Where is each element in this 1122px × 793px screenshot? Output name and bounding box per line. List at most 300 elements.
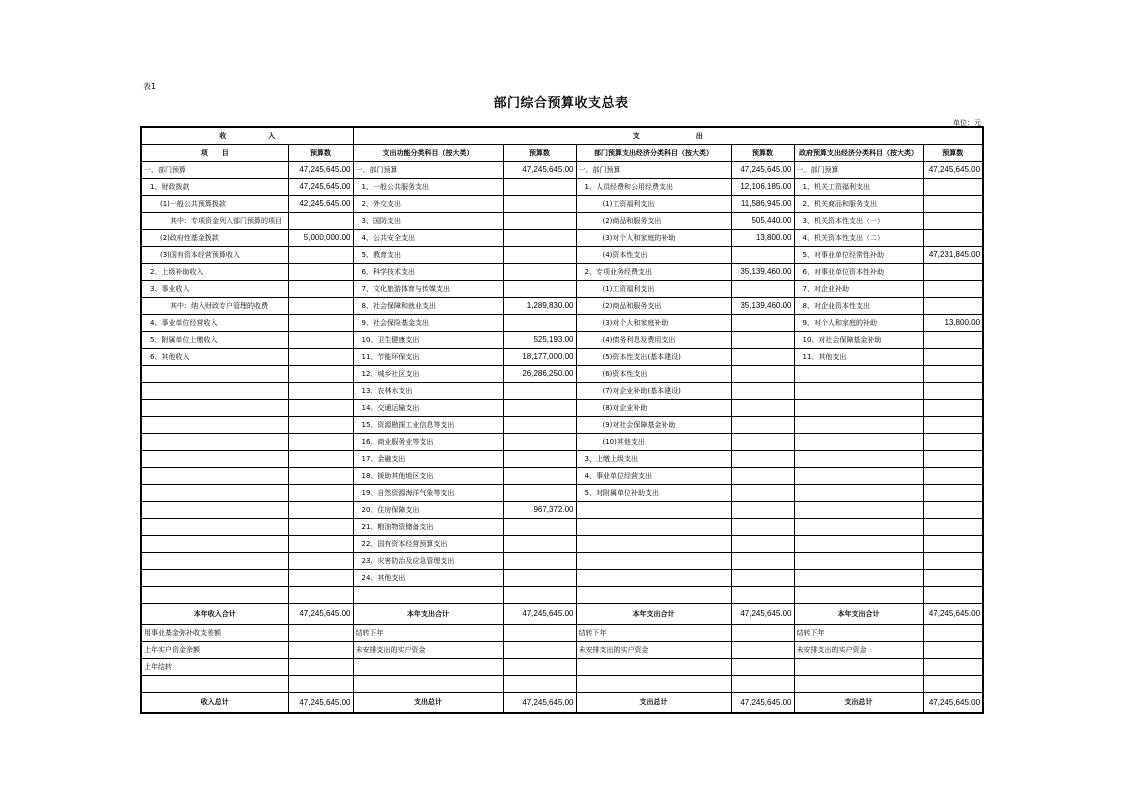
budget-amount-cell [923, 535, 983, 552]
budget-amount-cell [503, 675, 576, 692]
budget-amount-cell [288, 484, 353, 501]
budget-amount-cell [731, 246, 794, 263]
unit-label: 单位：元 [953, 119, 981, 127]
budget-amount-cell [731, 641, 794, 658]
item-label-cell: 11、节能环保支出 [353, 348, 503, 365]
item-label-cell: 23、灾害防治及应急管理支出 [353, 552, 503, 569]
table-row [141, 552, 983, 569]
item-label-cell [794, 450, 923, 467]
budget-amount-cell [288, 518, 353, 535]
budget-amount-cell: 47,245,645.00 [503, 603, 576, 624]
budget-amount-cell [503, 246, 576, 263]
item-label-cell: 结转下年 [353, 624, 503, 641]
item-label-cell: 3、上缴上级支出 [576, 450, 731, 467]
budget-amount-cell: 47,245,645.00 [731, 161, 794, 178]
item-label-cell: 21、粮油物资储备支出 [353, 518, 503, 535]
budget-amount-cell [731, 382, 794, 399]
item-label-cell [141, 399, 288, 416]
budget-amount-cell [288, 535, 353, 552]
item-label-cell: 结转下年 [576, 624, 731, 641]
budget-amount-cell [923, 467, 983, 484]
item-label-cell: (4)资本性支出 [576, 246, 731, 263]
item-label-cell [141, 501, 288, 518]
item-label-cell [141, 535, 288, 552]
budget-amount-cell [731, 675, 794, 692]
item-label-cell: 3、国防支出 [353, 212, 503, 229]
budget-amount-cell: 47,245,645.00 [503, 161, 576, 178]
item-label-cell: (1)工资福利支出 [576, 195, 731, 212]
table-row [141, 433, 983, 450]
item-label-cell: 3、机关资本性支出（一） [794, 212, 923, 229]
item-label-cell: 未安排支出的实户资金 [794, 641, 923, 658]
item-label-cell [794, 399, 923, 416]
item-label-cell [576, 518, 731, 535]
item-label-cell: 其中：专项资金列入部门预算的项目 [141, 212, 288, 229]
budget-amount-cell: 47,245,645.00 [288, 178, 353, 195]
budget-amount-cell [923, 586, 983, 603]
budget-amount-cell [288, 501, 353, 518]
budget-amount-cell [731, 501, 794, 518]
budget-amount-cell: 47,245,645.00 [923, 603, 983, 624]
budget-amount-cell [288, 365, 353, 382]
table-row [141, 365, 983, 382]
item-label-cell: 4、公共安全支出 [353, 229, 503, 246]
budget-amount-cell [288, 314, 353, 331]
item-label-cell: (3)国有资本经营预算收入 [141, 246, 288, 263]
item-label-cell: 一、部门预算 [794, 161, 923, 178]
budget-amount-cell [503, 518, 576, 535]
item-label-cell: (1)一般公共预算拨款 [141, 195, 288, 212]
item-label-cell: 13、农林水支出 [353, 382, 503, 399]
group-header-row [141, 127, 983, 144]
item-label-cell [576, 569, 731, 586]
budget-amount-cell [731, 624, 794, 641]
item-label-cell [794, 569, 923, 586]
item-label-cell [141, 675, 288, 692]
table-row [141, 624, 983, 641]
budget-amount-cell: 47,231,845.00 [923, 246, 983, 263]
budget-amount-cell [923, 484, 983, 501]
col-header-budget: 预算数 [731, 144, 794, 161]
budget-amount-cell [503, 195, 576, 212]
budget-amount-cell: 47,245,645.00 [288, 603, 353, 624]
item-label-cell: 4、机关资本性支出（二） [794, 229, 923, 246]
budget-amount-cell [923, 365, 983, 382]
item-label-cell: 5、对附属单位补助支出 [576, 484, 731, 501]
table-number-label: 表1 [143, 82, 157, 91]
item-label-cell: 19、自然资源海洋气象等支出 [353, 484, 503, 501]
item-label-cell: 16、商业服务业等支出 [353, 433, 503, 450]
item-label-cell [794, 484, 923, 501]
budget-amount-cell [731, 314, 794, 331]
item-label-cell: 2、上级补助收入 [141, 263, 288, 280]
item-label-cell [141, 416, 288, 433]
budget-amount-cell [288, 416, 353, 433]
budget-amount-cell [923, 641, 983, 658]
budget-amount-cell [731, 586, 794, 603]
item-label-cell: 20、住房保障支出 [353, 501, 503, 518]
budget-amount-cell: 47,245,645.00 [923, 692, 983, 713]
item-label-cell [576, 535, 731, 552]
column-header-row [141, 144, 983, 161]
item-label-cell [353, 586, 503, 603]
table-row [141, 569, 983, 586]
col-header-function-class: 支出功能分类科目（按大类） [353, 144, 503, 161]
budget-amount-cell [731, 365, 794, 382]
budget-amount-cell [731, 535, 794, 552]
budget-amount-cell [923, 348, 983, 365]
item-label-cell [141, 382, 288, 399]
budget-amount-cell: 967,372.00 [503, 501, 576, 518]
col-header-item: 项 目 [141, 144, 288, 161]
table-row [141, 229, 983, 246]
item-label-cell [141, 365, 288, 382]
item-label-cell: (5)资本性支出(基本建设) [576, 348, 731, 365]
item-label-cell: 2、机关商品和服务支出 [794, 195, 923, 212]
item-label-cell: 本年支出合计 [353, 603, 503, 624]
budget-amount-cell [503, 467, 576, 484]
budget-amount-cell: 12,106,185.00 [731, 178, 794, 195]
budget-amount-cell [923, 331, 983, 348]
budget-amount-cell [288, 246, 353, 263]
budget-amount-cell [923, 675, 983, 692]
item-label-cell: (10)其他支出 [576, 433, 731, 450]
item-label-cell [794, 467, 923, 484]
item-label-cell: 支出总计 [576, 692, 731, 713]
budget-amount-cell [503, 586, 576, 603]
budget-amount-cell: 18,177,000.00 [503, 348, 576, 365]
item-label-cell: 15、资源勘探工业信息等支出 [353, 416, 503, 433]
budget-amount-cell: 47,245,645.00 [731, 603, 794, 624]
item-label-cell [794, 535, 923, 552]
item-label-cell [576, 658, 731, 675]
col-header-dept-econ-class: 部门预算支出经济分类科目（按大类） [576, 144, 731, 161]
item-label-cell: 一、部门预算 [576, 161, 731, 178]
budget-amount-cell [503, 658, 576, 675]
budget-amount-cell [503, 484, 576, 501]
item-label-cell: 11、其他支出 [794, 348, 923, 365]
budget-amount-cell [288, 450, 353, 467]
budget-amount-cell: 26,286,250.00 [503, 365, 576, 382]
table-row [141, 212, 983, 229]
item-label-cell: 5、对事业单位经常性补助 [794, 246, 923, 263]
item-label-cell [141, 450, 288, 467]
item-label-cell: 18、援助其他地区支出 [353, 467, 503, 484]
item-label-cell: (7)对企业补助(基本建设) [576, 382, 731, 399]
budget-amount-cell [288, 280, 353, 297]
budget-amount-cell [503, 212, 576, 229]
budget-amount-cell [923, 382, 983, 399]
item-label-cell: 1、一般公共服务支出 [353, 178, 503, 195]
budget-amount-cell [923, 195, 983, 212]
item-label-cell [141, 569, 288, 586]
budget-amount-cell [288, 641, 353, 658]
budget-amount-cell [288, 331, 353, 348]
table-row [141, 467, 983, 484]
table-row [141, 348, 983, 365]
budget-amount-cell [923, 658, 983, 675]
budget-amount-cell [503, 280, 576, 297]
budget-amount-cell: 11,586,945.00 [731, 195, 794, 212]
item-label-cell: 3、事业收入 [141, 280, 288, 297]
budget-amount-cell [923, 552, 983, 569]
budget-amount-cell: 13,800.00 [731, 229, 794, 246]
item-label-cell: (2)商品和服务支出 [576, 297, 731, 314]
budget-amount-cell [731, 450, 794, 467]
budget-amount-cell [731, 658, 794, 675]
item-label-cell: (4)债务利息及费用支出 [576, 331, 731, 348]
item-label-cell [794, 586, 923, 603]
table-row [141, 641, 983, 658]
budget-amount-cell [923, 450, 983, 467]
item-label-cell: 4、事业单位经营支出 [576, 467, 731, 484]
item-label-cell [576, 552, 731, 569]
item-label-cell [794, 416, 923, 433]
item-label-cell [141, 518, 288, 535]
budget-amount-cell [288, 675, 353, 692]
item-label-cell: (2)政府性基金拨款 [141, 229, 288, 246]
budget-amount-cell [923, 399, 983, 416]
budget-amount-cell: 47,245,645.00 [288, 692, 353, 713]
item-label-cell [141, 552, 288, 569]
budget-amount-cell [503, 263, 576, 280]
item-label-cell [576, 501, 731, 518]
item-label-cell: 8、社会保障和就业支出 [353, 297, 503, 314]
budget-amount-cell: 47,245,645.00 [288, 161, 353, 178]
budget-amount-cell: 35,139,460.00 [731, 263, 794, 280]
budget-amount-cell [923, 518, 983, 535]
budget-amount-cell [503, 399, 576, 416]
item-label-cell [141, 484, 288, 501]
col-header-budget: 预算数 [288, 144, 353, 161]
budget-amount-cell [288, 348, 353, 365]
item-label-cell: 10、卫生健康支出 [353, 331, 503, 348]
col-header-budget: 预算数 [503, 144, 576, 161]
budget-amount-cell [503, 382, 576, 399]
item-label-cell: 结转下年 [794, 624, 923, 641]
budget-amount-cell: 35,139,460.00 [731, 297, 794, 314]
budget-amount-cell [923, 178, 983, 195]
budget-amount-cell [288, 212, 353, 229]
budget-amount-cell [503, 535, 576, 552]
item-label-cell: 其中：纳入财政专户管理的收费 [141, 297, 288, 314]
item-label-cell: 9、对个人和家庭的补助 [794, 314, 923, 331]
item-label-cell: 上年实户资金余额 [141, 641, 288, 658]
item-label-cell [353, 675, 503, 692]
budget-amount-cell [288, 552, 353, 569]
budget-amount-cell [731, 569, 794, 586]
item-label-cell: 6、对事业单位资本性补助 [794, 263, 923, 280]
budget-amount-cell [503, 552, 576, 569]
budget-amount-cell [288, 297, 353, 314]
item-label-cell [794, 365, 923, 382]
table-row [141, 331, 983, 348]
table-row [141, 484, 983, 501]
budget-amount-cell [288, 467, 353, 484]
budget-amount-cell [731, 518, 794, 535]
budget-amount-cell: 525,193.00 [503, 331, 576, 348]
item-label-cell: 4、事业单位经营收入 [141, 314, 288, 331]
item-label-cell: (3)对个人和家庭补助 [576, 314, 731, 331]
table-row [141, 178, 983, 195]
item-label-cell [794, 382, 923, 399]
item-label-cell: 1、财政拨款 [141, 178, 288, 195]
budget-amount-cell [923, 297, 983, 314]
budget-amount-cell [731, 331, 794, 348]
budget-amount-cell [288, 586, 353, 603]
budget-amount-cell [923, 229, 983, 246]
item-label-cell [794, 658, 923, 675]
budget-amount-cell [503, 624, 576, 641]
budget-amount-cell: 505,440.00 [731, 212, 794, 229]
budget-amount-cell [503, 641, 576, 658]
budget-amount-cell: 13,800.00 [923, 314, 983, 331]
table-row [141, 675, 983, 692]
budget-amount-cell [923, 569, 983, 586]
budget-amount-cell [923, 501, 983, 518]
budget-amount-cell [923, 624, 983, 641]
table-row [141, 195, 983, 212]
item-label-cell: 6、科学技术支出 [353, 263, 503, 280]
table-row [141, 314, 983, 331]
budget-amount-cell [731, 399, 794, 416]
item-label-cell: 24、其他支出 [353, 569, 503, 586]
item-label-cell [794, 675, 923, 692]
table-row [141, 382, 983, 399]
item-label-cell [141, 467, 288, 484]
budget-amount-cell [503, 314, 576, 331]
item-label-cell: 上年结转 [141, 658, 288, 675]
item-label-cell: 7、对企业补助 [794, 280, 923, 297]
item-label-cell: 支出总计 [794, 692, 923, 713]
budget-amount-cell [503, 229, 576, 246]
budget-amount-cell [288, 433, 353, 450]
budget-amount-cell [288, 263, 353, 280]
budget-amount-cell [288, 569, 353, 586]
item-label-cell [794, 433, 923, 450]
table-row [141, 263, 983, 280]
item-label-cell: 收入总计 [141, 692, 288, 713]
item-label-cell: 未安排支出的实户资金 [353, 641, 503, 658]
budget-amount-cell [923, 433, 983, 450]
item-label-cell: 用事业基金弥补收支差额 [141, 624, 288, 641]
budget-amount-cell [731, 552, 794, 569]
budget-amount-cell [288, 624, 353, 641]
budget-amount-cell [288, 399, 353, 416]
budget-amount-cell [288, 382, 353, 399]
item-label-cell: (6)资本性支出 [576, 365, 731, 382]
table-row [141, 280, 983, 297]
budget-amount-cell [503, 178, 576, 195]
item-label-cell: 9、社会保险基金支出 [353, 314, 503, 331]
item-label-cell [353, 658, 503, 675]
year-total-row [141, 603, 983, 624]
item-label-cell [794, 518, 923, 535]
item-label-cell: 6、其他收入 [141, 348, 288, 365]
budget-amount-cell [731, 467, 794, 484]
item-label-cell: 未安排支出的实户资金 [576, 641, 731, 658]
item-label-cell: 5、教育支出 [353, 246, 503, 263]
item-label-cell [794, 552, 923, 569]
budget-amount-cell [731, 280, 794, 297]
item-label-cell: 1、机关工资福利支出 [794, 178, 923, 195]
income-group-header: 收 入 [141, 127, 353, 144]
budget-amount-cell: 47,245,645.00 [923, 161, 983, 178]
budget-amount-cell [288, 658, 353, 675]
table-row [141, 161, 983, 178]
budget-amount-cell [503, 416, 576, 433]
item-label-cell: (2)商品和服务支出 [576, 212, 731, 229]
item-label-cell: 5、附属单位上缴收入 [141, 331, 288, 348]
item-label-cell: 10、对社会保障基金补助 [794, 331, 923, 348]
budget-amount-cell [923, 212, 983, 229]
item-label-cell: (8)对企业补助 [576, 399, 731, 416]
item-label-cell: 1、人员经费和公用经费支出 [576, 178, 731, 195]
budget-amount-cell: 47,245,645.00 [731, 692, 794, 713]
page-title: 部门综合预算收支总表 [493, 96, 629, 111]
item-label-cell: 17、金融支出 [353, 450, 503, 467]
table-row [141, 297, 983, 314]
budget-amount-cell: 42,245,645.00 [288, 195, 353, 212]
budget-amount-cell: 47,245,645.00 [503, 692, 576, 713]
table-row [141, 535, 983, 552]
item-label-cell: 支出总计 [353, 692, 503, 713]
item-label-cell: 本年支出合计 [794, 603, 923, 624]
table-row [141, 399, 983, 416]
table-row [141, 658, 983, 675]
budget-amount-cell [923, 280, 983, 297]
budget-amount-cell [923, 263, 983, 280]
item-label-cell: 一、部门预算 [353, 161, 503, 178]
table-row [141, 501, 983, 518]
table-row [141, 246, 983, 263]
item-label-cell: (1)工资福利支出 [576, 280, 731, 297]
item-label-cell [576, 675, 731, 692]
table-row [141, 586, 983, 603]
col-header-gov-econ-class: 政府预算支出经济分类科目（按大类） [794, 144, 923, 161]
item-label-cell [576, 586, 731, 603]
budget-amount-cell: 5,000,000.00 [288, 229, 353, 246]
item-label-cell: (3)对个人和家庭的补助 [576, 229, 731, 246]
item-label-cell: 本年支出合计 [576, 603, 731, 624]
budget-amount-cell [503, 450, 576, 467]
item-label-cell [141, 586, 288, 603]
grand-total-row [141, 692, 983, 713]
item-label-cell: 7、文化旅游体育与传媒支出 [353, 280, 503, 297]
item-label-cell: 12、城乡社区支出 [353, 365, 503, 382]
expense-group-header: 支 出 [353, 127, 983, 144]
item-label-cell: 2、外交支出 [353, 195, 503, 212]
budget-amount-cell: 1,289,830.00 [503, 297, 576, 314]
item-label-cell: (9)对社会保障基金补助 [576, 416, 731, 433]
item-label-cell: 8、对企业资本性支出 [794, 297, 923, 314]
budget-amount-cell [503, 433, 576, 450]
table-row [141, 416, 983, 433]
budget-amount-cell [731, 433, 794, 450]
budget-amount-cell [731, 416, 794, 433]
item-label-cell [794, 501, 923, 518]
budget-summary-table [140, 126, 984, 714]
budget-amount-cell [731, 484, 794, 501]
item-label-cell: 2、专项业务经费支出 [576, 263, 731, 280]
budget-amount-cell [731, 348, 794, 365]
item-label-cell: 14、交通运输支出 [353, 399, 503, 416]
item-label-cell: 本年收入合计 [141, 603, 288, 624]
item-label-cell: 22、国有资本经营预算支出 [353, 535, 503, 552]
budget-amount-cell [503, 569, 576, 586]
table-row [141, 518, 983, 535]
item-label-cell [141, 433, 288, 450]
